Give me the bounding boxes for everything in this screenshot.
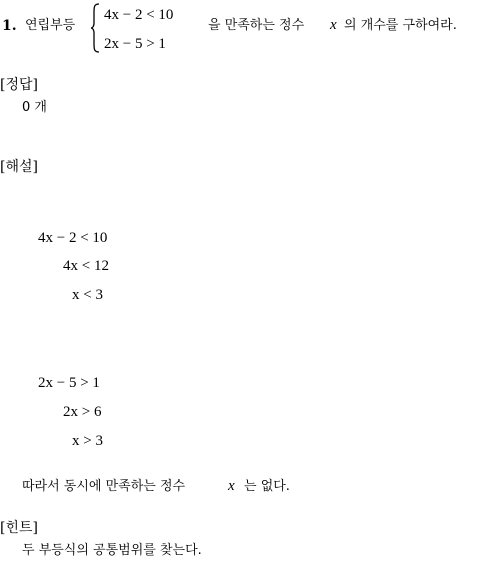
hint-text: 두 부등식의 공통범위를 찾는다.	[22, 543, 202, 558]
system-inequality-2: 2x − 5 > 1	[104, 36, 166, 52]
answer-value: 0 개	[22, 100, 47, 115]
question-suffix-b: 의 개수를 구하여라.	[344, 18, 457, 33]
inequality-1-step-3: x < 3	[72, 287, 103, 303]
system-inequality-1: 4x − 2 < 10	[104, 7, 174, 23]
hint-label: [힌트]	[0, 520, 38, 536]
question-number: 1.	[2, 18, 17, 34]
inequality-2-step-3: x > 3	[72, 433, 103, 449]
inequality-1-step-1: 4x − 2 < 10	[38, 230, 108, 246]
solution-label: [해설]	[0, 159, 38, 175]
conclusion-variable: x	[228, 478, 235, 494]
conclusion-text-a: 따라서 동시에 만족하는 정수	[22, 479, 186, 494]
question-prefix: 연립부등	[25, 18, 76, 33]
inequality-2-step-2: 2x > 6	[63, 404, 102, 420]
inequality-2-step-1: 2x − 5 > 1	[38, 375, 100, 391]
inequality-1-step-2: 4x < 12	[63, 258, 109, 274]
question-suffix-a: 을 만족하는 정수	[208, 18, 305, 33]
answer-label: [정답]	[0, 77, 38, 93]
question-variable: x	[330, 17, 337, 33]
system-brace	[90, 3, 100, 53]
conclusion-text-b: 는 없다.	[244, 479, 290, 494]
